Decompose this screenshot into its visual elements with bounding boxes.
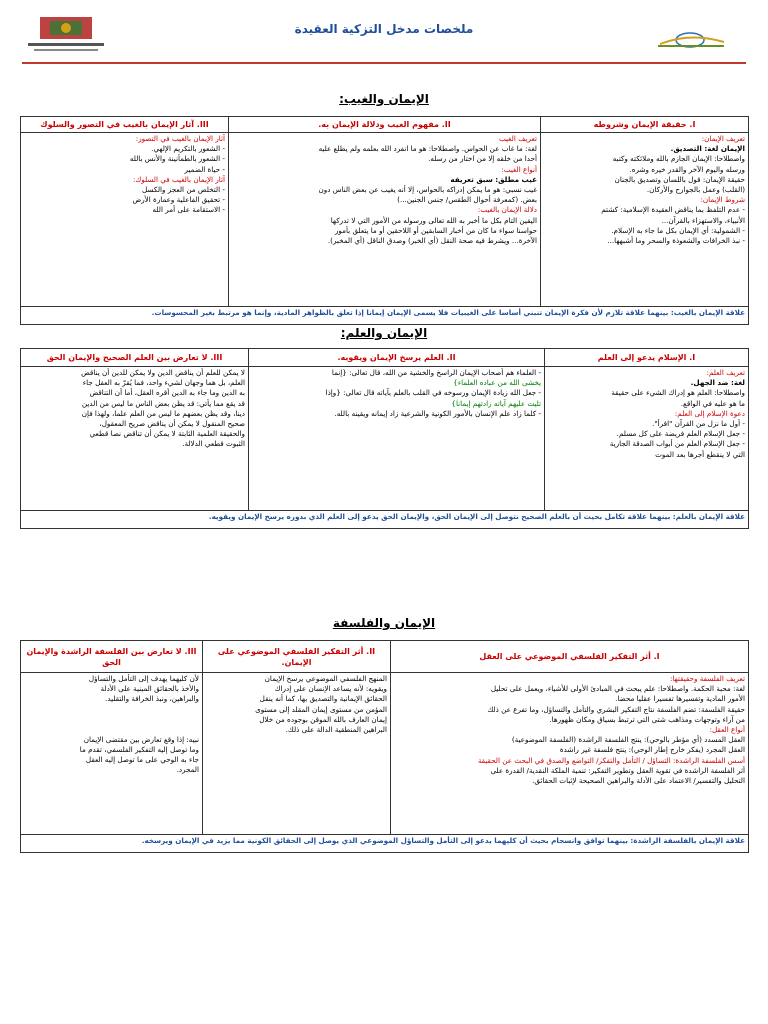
relation-summary: علاقة الإيمان بالفلسفة الراشدة: بينهما توافق وانسجام بحيث أن كليهما يدعو إلى التأمل والتساؤل الموضوعي الذي يوصل إلى الحقائق الكونية مما يزيد في الإيمان ويرسخه. — [21, 835, 749, 853]
column-body — [21, 673, 203, 835]
text-line: الآخرة... ويشرط فيه صحة النقل (أي الخبر) وصدق الناقل (أي المخبر). — [327, 236, 537, 246]
text-line: الإيمان لغة: التصديق. — [670, 144, 745, 154]
text-line: تعريف الإيمان: — [701, 134, 745, 143]
text-line: العقل المجرد (يفكر خارج إطار الوحي): ينتج فلسفة غير راشدة — [559, 745, 745, 755]
text-line: ورسله واليوم الآخر والقدر خيره وشره. — [629, 164, 745, 174]
text-line: تعريف العلم: — [706, 368, 745, 377]
text-line — [24, 715, 199, 725]
text-line: التي لا ينقطع أجرها بعد الموت — [655, 449, 745, 459]
text-line: - التخلص من العجز والكسل — [142, 185, 225, 195]
text-line: - عدم التلفظ بما يناقض العقيدة الإسلامية: كشتم — [601, 205, 745, 215]
text-line: - تحقيق الفاعلية وعمارة الأرض — [132, 195, 225, 205]
text-line: تعريف الغيب — [498, 134, 537, 143]
text-line: - الشمولية: أي الإيمان بكل ما جاء به الإسلام. — [611, 225, 745, 235]
column-body — [229, 133, 541, 307]
text-line: لغة: ما غاب عن الحواس. واصطلاحا: هو ما انفرد الله بعلمه ولم يطلع عليه — [318, 144, 537, 154]
relation-summary: علاقة الإيمان بالغيب: بينهما علاقة تلازم لأن فكرة الإيمان تنبني أساسا على الغيبيات فلا يسمى الإيمان إيمانا إذا تعلق بالظواهر المادية، وإنما هو مرتبط بغير المحسوسات. — [21, 307, 749, 325]
text-line: ما هو عليه في الواقع. — [680, 398, 745, 408]
text-line: حواسنا سواء ما كان من أخبار السابقين أو اللاحقين أو ما يتعلق بأمور — [334, 225, 537, 235]
column-body — [21, 367, 249, 511]
publisher-logo — [640, 28, 740, 50]
column-heading: I. الإسلام يدعو إلى العلم — [545, 349, 749, 367]
text-line: من آراء وتوجهات ومذاهب شتى التي ترتبط بسياق ومكان ظهورها. — [549, 714, 745, 724]
text-line: تليت عليهم آياته زادتهم إيمانا} — [451, 398, 541, 408]
column-body — [203, 673, 391, 835]
column-body — [391, 673, 749, 835]
text-line: أحدا من خلقه إلا من اختار من رسله. — [428, 154, 537, 164]
text-line: أسس الفلسفة الراشدة: التساؤل / التأمل والتفكر/ التواضع والصدق في البحث عن الحقيقة — [477, 755, 745, 765]
text-line: بعض. (كمعرفة أحوال الطقس/ جنس الجنين...) — [397, 195, 537, 205]
text-line: والأخذ بالحقائق المبنية على الأدلة — [100, 684, 199, 694]
text-line: - حياة الضمير — [184, 164, 225, 174]
text-line: صحيح المنقول لا يمكن أن يناقض صريح المعقول، — [99, 419, 245, 429]
column-heading: III. لا تعارض بين العلم الصحيح والإيمان الحق — [21, 349, 249, 367]
text-line: - كلما زاد علم الإنسان بالأمور الكونية والشرعية زاد إيمانه ويقينه بالله. — [334, 408, 541, 418]
text-line: - العلماء هم أصحاب الإيمان الراسخ والخشية من الله، قال تعالى: {إنما — [331, 368, 541, 377]
table-faith-philosophy — [20, 640, 749, 853]
text-line: لغة: ضد الجهل. — [690, 378, 745, 388]
text-line: البراهين المنطقية الدالة على ذلك. — [285, 725, 387, 735]
column-heading: II. مفهوم الغيب ودلالة الإيمان به. — [229, 117, 541, 133]
text-line: غيب مطلق: سبق تعريفه — [450, 174, 537, 184]
text-line: المنهج الفلسفي الموضوعي يرسخ الإيمان — [264, 674, 387, 683]
ministry-emblem — [20, 15, 112, 57]
text-line: دلالة الإيمان بالغيب: — [477, 205, 537, 215]
section-title-faith-science: الإيمان والعلم: — [340, 326, 428, 340]
text-line: واصطلاحا: الإيمان الجازم بالله وملائكته وكتبه — [612, 154, 745, 164]
text-line: آثار الإيمان بالغيب في السلوك: — [132, 174, 225, 184]
text-line: دينا، وقد يظن بعضهم ما ليس من العلم علما، ولهذا فإن — [81, 408, 245, 418]
text-line: دعوة الإسلام إلى العلم: — [674, 408, 745, 418]
text-line: جاء به الوحي على ما توصل إليه العقل — [85, 755, 199, 765]
text-line: أثر الفلسفة الراشدة في تقوية العقل وتطوير التفكير: تنمية الملكة النقدية/ القدرة على — [490, 765, 745, 775]
column-heading: I. حقيقة الإيمان وشروطه — [541, 117, 749, 133]
text-line: به الدين وما جاء به الدين أقره العقل، أما أن التناقض — [89, 388, 245, 398]
text-line: حقيقة الإيمان: قول باللسان وتصديق بالجنان — [614, 174, 745, 184]
column-heading: III. آثار الإيمان بالغيب في التصور والسلوك — [21, 117, 229, 133]
text-line: واصطلاحا: العلم هو إدراك الشيء على حقيقة — [611, 388, 745, 398]
text-line — [24, 725, 199, 735]
text-line: حقيقة الفلسفة: تضم الفلسفة نتاج التفكير البشري والتأمل والتساؤل، وما تفرع عن ذلك — [487, 704, 745, 714]
text-line: لا يمكن للعلم أن يناقض الدين ولا يمكن للدين أن يناقض — [81, 368, 245, 377]
text-line: - الاستقامة على أمر الله — [152, 205, 225, 215]
text-line: لأن كليهما يهدف إلى التأمل والتساؤل — [88, 674, 199, 683]
column-body — [545, 367, 749, 511]
text-line: غيب نسبي: هو ما يمكن إدراكه بالحواس، إلا أنه يغيب عن بعض الناس دون — [318, 185, 537, 195]
text-line: - جعل الإسلام العلم فريضة على كل مسلم. — [616, 429, 745, 439]
text-line: (القلب) وعمل بالجوارح والأركان. — [646, 185, 745, 195]
text-line: شروط الإيمان: — [700, 195, 745, 205]
text-line: - الشعور بالتكريم الإلهي. — [151, 144, 225, 154]
text-line: الثبوت قطعي الدلالة. — [182, 439, 245, 449]
text-line: آثار الإيمان بالغيب في التصور: — [135, 134, 225, 143]
section-title-faith-philosophy: الإيمان والفلسفة — [332, 616, 436, 630]
text-line: إيمان العارف بالله الموقن بوجوده من خلال — [259, 714, 387, 724]
text-line: أنواع الغيب: — [501, 164, 537, 174]
text-line: قد يقع مما يأتي: قد يظن بعض الناس ما ليس من الدين — [81, 398, 245, 408]
text-line: - أول ما نزل من القرآن "اقرأ". — [652, 419, 745, 429]
text-line: تعريف الفلسفة وحقيقتها: — [670, 674, 745, 683]
text-line: أنواع العقل: — [709, 725, 745, 735]
column-body — [541, 133, 749, 307]
table-faith-science — [20, 348, 749, 529]
column-body — [249, 367, 545, 511]
text-line: والبراهين، ونبذ الخرافة والتقليد. — [105, 694, 199, 704]
section-title-faith-unseen: الإيمان والغيب: — [339, 92, 429, 106]
column-heading: III. لا تعارض بين الفلسفة الراشدة والإيمان الحق — [21, 641, 203, 673]
column-body — [21, 133, 229, 307]
text-line: المجرد. — [176, 765, 199, 775]
text-line: نبيه: إذا وقع تعارض بين مقتضى الإيمان — [83, 734, 199, 744]
column-heading: II. أثر التفكير الفلسفي الموضوعي على الإيمان. — [203, 641, 391, 673]
page-title: ملخصات مدخل التزكية العقيدة — [294, 22, 474, 36]
text-line: اليقين التام بكل ما أخبر به الله تعالى ورسوله من الأمور التي لا تدركها — [330, 215, 537, 225]
text-line: العلم، بل هما وجهان لشيء واحد، فما يُقرّ به العقل جاء — [82, 378, 245, 388]
column-heading: I. أثر التفكير الفلسفي الموضوعي على العقل — [391, 641, 749, 673]
text-line: - نبذ الخرافات والشعوذة والسحر وما أشبهها... — [607, 236, 745, 246]
text-line: والحقيقة العلمية الثابتة لا يمكن أن تناقض نصا قطعي — [89, 429, 245, 439]
text-line: المؤمن من مستوى إيمان المقلد إلى مستوى — [255, 704, 387, 714]
text-line: يخشى الله من عباده العلماء} — [453, 378, 541, 388]
text-line: - جعل الإسلام العلم من أبواب الصدقة الجارية — [609, 439, 745, 449]
column-heading: II. العلم يرسخ الإيمان ويقويه. — [249, 349, 545, 367]
relation-summary: علاقة الإيمان بالعلم: بينهما علاقة تكامل بحيث أن بالعلم الصحيح نتوصل إلى الإيمان الحق، والإيمان الحق يدعو إلى العلم الذي بدوره يرسخ الإيمان ويقويه. — [21, 511, 749, 529]
text-line: التحليل والتفسير/ الاعتماد على الأدلة والبراهين الصحيحة لإثبات الحقائق. — [532, 776, 745, 786]
text-line: - جعل الله زيادة الإيمان ورسوخه في القلب بالعلم بآياته قال تعالى: {وإذا — [325, 388, 541, 398]
text-line: الأنبياء، والاستهزاء بالقرآن... — [661, 215, 745, 225]
text-line: وما توصل إليه التفكير الفلسفي، تقدم ما — [79, 744, 199, 754]
text-line — [24, 705, 199, 715]
text-line: العقل المسدد (أي مؤطر بالوحي): ينتج الفلسفة الراشدة (الفلسفة الموضوعية) — [511, 735, 745, 745]
text-line: الأمور المادية وتفسيرها تفسيرا عقليا محضا. — [615, 694, 745, 704]
table-faith-unseen — [20, 116, 749, 325]
header-divider — [22, 62, 746, 64]
text-line: الحقائق الإيمانية والتصديق بها، كما أنه ينقل — [259, 694, 387, 704]
text-line: لغة: محبة الحكمة. واصطلاحا: علم يبحث في المبادئ الأولى للأشياء، ويعمل على تحليل — [490, 684, 745, 694]
text-line: - الشعور بالطمأنينة والأنس بالله — [129, 154, 225, 164]
text-line: ويقويه: لأنه يساعد الإنسان على إدراك — [274, 684, 387, 694]
